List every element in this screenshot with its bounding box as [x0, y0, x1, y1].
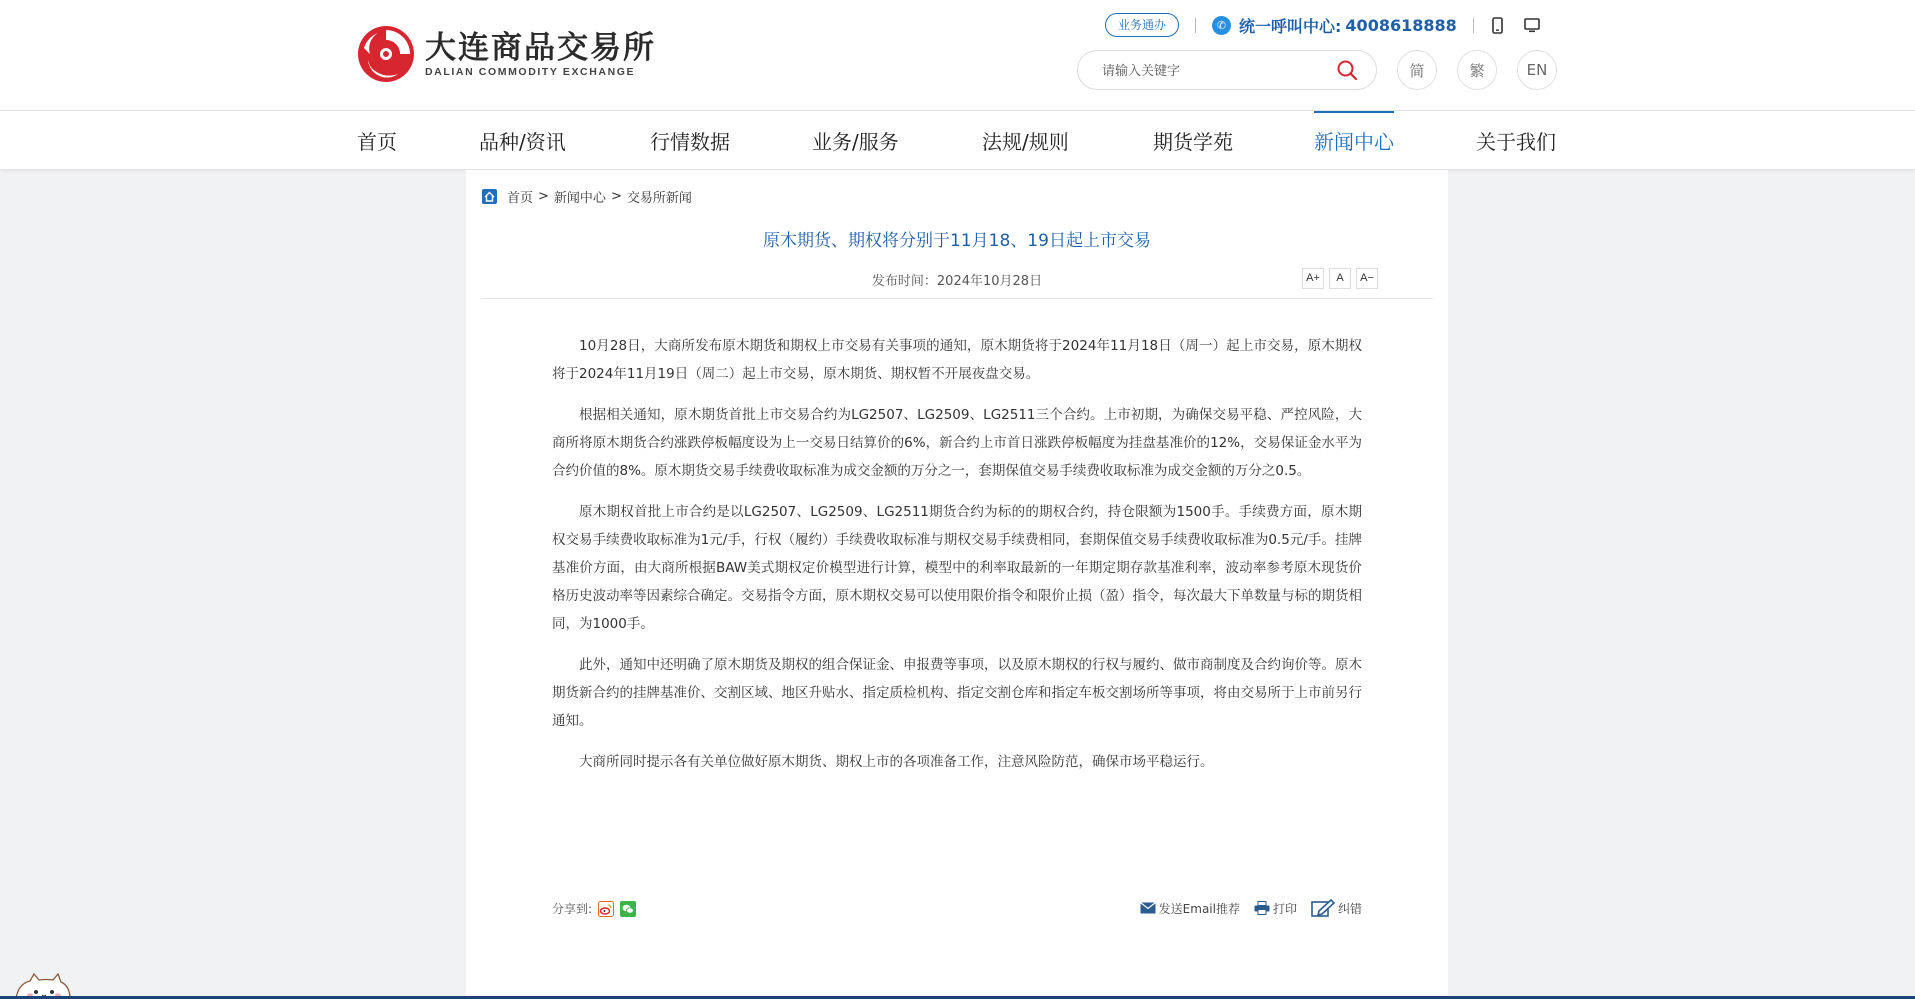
nav-item-academy[interactable]: 期货学苑 [1153, 130, 1233, 154]
breadcrumb-exchange-news[interactable]: 交易所新闻 [626, 191, 692, 206]
dce-logo-icon [356, 24, 416, 84]
divider [1473, 18, 1474, 33]
print-label: 打印 [1272, 901, 1297, 916]
simplified-chinese-button[interactable]: 简 [1397, 50, 1437, 90]
desktop-icon[interactable] [1524, 16, 1540, 34]
share-bar [552, 900, 636, 917]
article-panel [466, 170, 1448, 999]
home-icon [482, 189, 497, 204]
article-paragraph: 10月28日，大商所发布原木期货和期权上市交易有关事项的通知，原木期货将于2024年11月18日（周一）起上市交易，原木期权将于2024年11月19日（周二）起上市交易，原木期货、期权暂不开展夜盘交易。 [552, 338, 1362, 382]
breadcrumb-separator: > [610, 189, 622, 204]
edit-icon [1311, 899, 1335, 917]
breadcrumb-separator: > [538, 189, 549, 204]
hotline-number: 4008618888 [1345, 15, 1457, 35]
title-divider [481, 298, 1433, 299]
logo-chinese-name: 大连商品交易所 [425, 29, 656, 66]
english-button[interactable]: EN [1517, 50, 1557, 90]
breadcrumb-news-center[interactable]: 新闻中心 [553, 191, 606, 206]
report-error-button[interactable] [1311, 899, 1362, 917]
font-larger-button[interactable]: A+ [1302, 268, 1324, 289]
main-nav [0, 110, 1915, 170]
breadcrumb [482, 187, 692, 206]
report-error-label: 纠错 [1337, 901, 1362, 916]
nav-item-services[interactable]: 业务/服务 [812, 130, 899, 154]
site-header [0, 0, 1915, 110]
print-button[interactable] [1254, 900, 1297, 917]
publish-date: 发布时间：2024年10月28日 [871, 274, 1043, 289]
traditional-chinese-button[interactable]: 繁 [1457, 50, 1497, 90]
business-service-button[interactable]: 业务通办 [1105, 13, 1179, 37]
article-title: 原木期货、期权将分别于11月18、19日起上市交易 [763, 231, 1151, 251]
wechat-icon[interactable] [620, 901, 636, 917]
weibo-icon[interactable] [598, 901, 614, 917]
hotline [1212, 14, 1457, 37]
divider [1195, 18, 1196, 33]
exchange-logo[interactable] [356, 24, 656, 84]
nav-item-news[interactable]: 新闻中心 [1314, 111, 1394, 169]
search-input[interactable] [1100, 60, 1324, 82]
email-recommend-button[interactable] [1140, 900, 1240, 917]
nav-item-products[interactable]: 品种/资讯 [479, 130, 566, 154]
email-recommend-label: 发送Email推荐 [1158, 901, 1240, 916]
font-normal-button[interactable]: A [1329, 268, 1351, 289]
nav-item-market-data[interactable]: 行情数据 [650, 130, 730, 154]
share-label: 分享到: [552, 902, 593, 916]
font-size-controls [1297, 268, 1378, 289]
mascot-cat-icon[interactable] [8, 972, 78, 999]
search-icon[interactable] [1336, 59, 1358, 81]
hotline-label: 统一呼叫中心: [1239, 16, 1342, 36]
top-utility-bar [1105, 12, 1540, 38]
printer-icon [1254, 901, 1270, 915]
logo-english-name: DALIAN COMMODITY EXCHANGE [425, 65, 636, 78]
mobile-icon[interactable] [1490, 16, 1506, 34]
mail-icon [1140, 902, 1156, 914]
nav-item-home[interactable]: 首页 [357, 130, 397, 154]
article-paragraph: 原木期权首批上市合约是以LG2507、LG2509、LG2511期货合约为标的的期权合约，持仓限额为1500手。手续费方面，原木期权交易手续费收取标准为1元/手，行权（履约）手续费收取标准与期权交易手续费相同，套期保值交易手续费收取标准为0.5元/手。挂牌基准价方面，由大商所根据BAW美式期权定价模型进行计算，模型中的利率取最新的一年期定期存款基准利率，波动率参考原木现货价格历史波动率等因素综合确定。交易指令方面，原木期权交易可以使用限价指令和限价止损（盈）指令，每次最大下单数量与标的期货相同，为1000手。 [552, 504, 1362, 632]
article-paragraph: 此外，通知中还明确了原木期货及期权的组合保证金、申报费等事项，以及原木期权的行权与履约、做市商制度及合约询价等。原木期货新合约的挂牌基准价、交割区域、地区升贴水、指定质检机构、指定交割仓库和指定车板交割场所等事项，将由交易所于上市前另行通知。 [552, 657, 1362, 729]
phone-icon: ✆ [1212, 16, 1231, 35]
article-paragraph: 根据相关通知，原木期货首批上市交易合约为LG2507、LG2509、LG2511三个合约。上市初期，为确保交易平稳、严控风险，大商所将原木期货合约涨跌停板幅度设为上一交易日结算价的6%，新合约上市首日涨跌停板幅度为挂盘基准价的12%，交易保证金水平为合约价值的8%。原木期货交易手续费收取标准为成交金额的万分之一，套期保值交易手续费收取标准为成交金额的万分之0.5。 [552, 407, 1362, 479]
article-paragraph: 大商所同时提示各有关单位做好原木期货、期权上市的各项准备工作，注意风险防范，确保市场平稳运行。 [579, 754, 1214, 770]
font-smaller-button[interactable]: A− [1356, 268, 1378, 289]
article-body [552, 332, 1362, 789]
search-box [1077, 50, 1377, 90]
nav-item-rules[interactable]: 法规/规则 [982, 130, 1069, 154]
article-tools [1126, 899, 1362, 917]
breadcrumb-home[interactable]: 首页 [507, 191, 534, 206]
nav-item-about[interactable]: 关于我们 [1476, 130, 1556, 154]
